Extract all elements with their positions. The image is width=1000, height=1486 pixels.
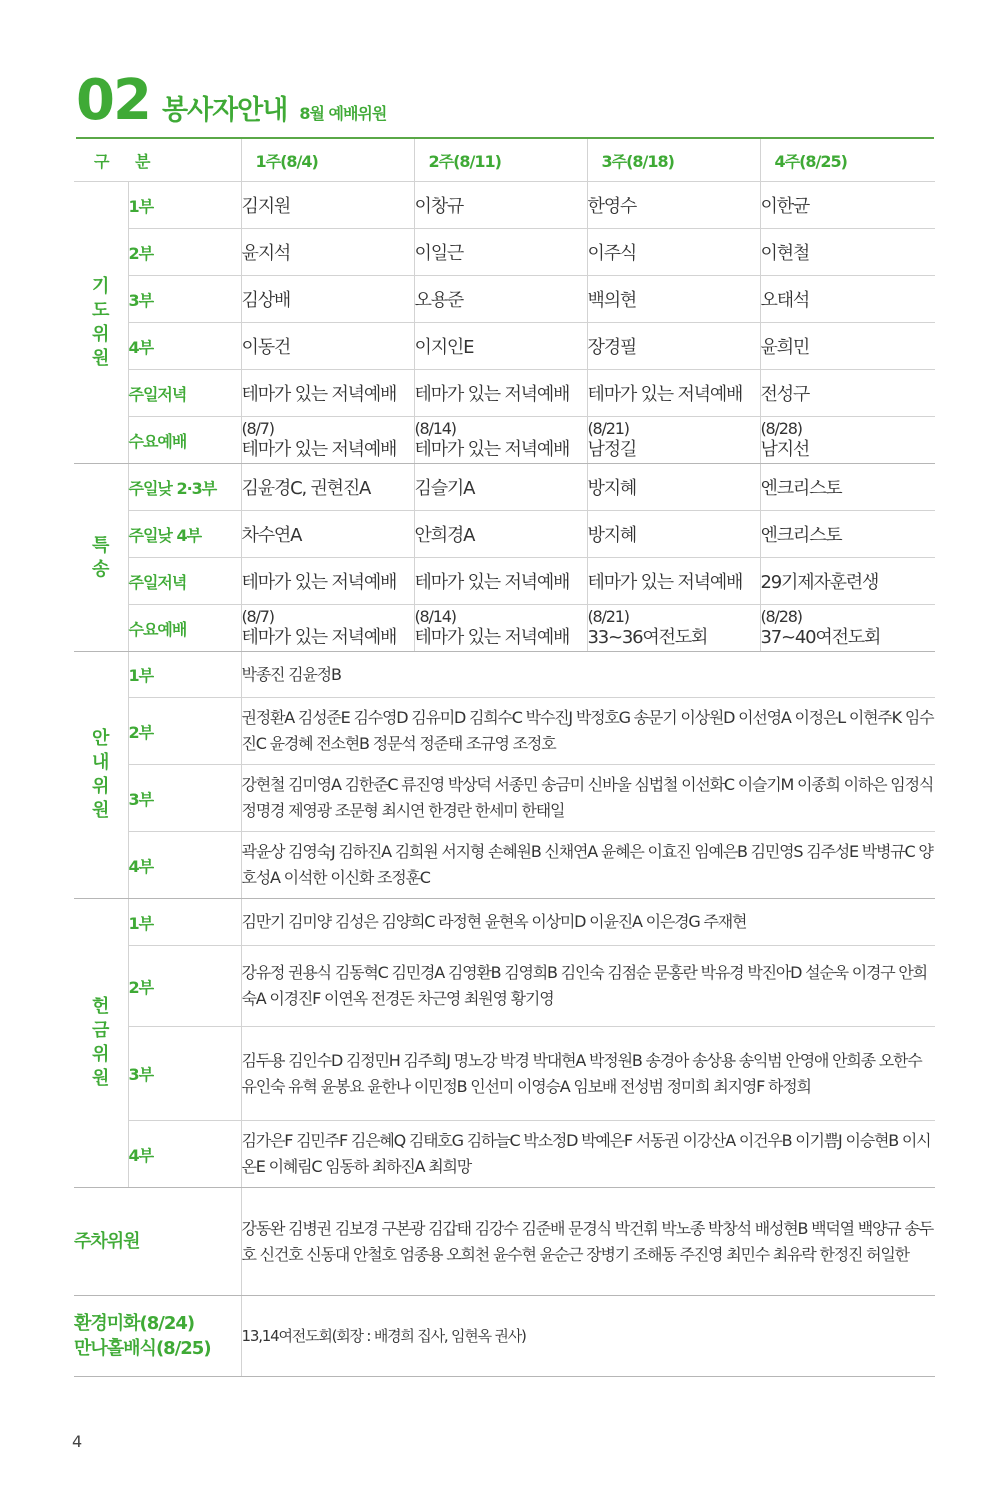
cell-text: 남정길 (587, 439, 637, 460)
table-cell: 방지혜 (587, 511, 760, 558)
names-cell: 김두용 김인수D 김정민H 김주희J 명노강 박경 박대현A 박정원B 송경아 송상용 송익범 안영애 안희종 오한수 유인숙 유혁 윤봉요 윤한나 이민정B 인선미 이영승A 임보배 전성범 정미희 최지영F 하정희 (241, 1027, 935, 1121)
table-row (74, 899, 935, 946)
cell-date: (8/21) (587, 607, 629, 626)
table-row (74, 1027, 935, 1121)
table-cell (414, 417, 587, 464)
table-row (74, 946, 935, 1027)
table-cell: 전성구 (760, 370, 935, 417)
header-category: 구 분 (74, 139, 241, 182)
cell-text: 테마가 있는 저녁예배 (241, 627, 397, 648)
row-label: 1부 (128, 652, 241, 698)
table-cell: 29기제자훈련생 (760, 558, 935, 605)
names-cell: 김만기 김미양 김성은 김양희C 라정현 윤현옥 이상미D 이윤진A 이은경G 주재현 (241, 899, 935, 946)
table-cell: 김윤경C, 권현진A (241, 464, 414, 511)
row-label: 1부 (128, 899, 241, 946)
cell-date: (8/14) (414, 419, 456, 438)
table-cell: 안희경A (414, 511, 587, 558)
cell-text: 테마가 있는 저녁예배 (241, 439, 397, 460)
row-label: 2부 (128, 698, 241, 765)
table-cell: 엔크리스토 (760, 511, 935, 558)
table-row (74, 229, 935, 276)
table-cell (587, 417, 760, 464)
table-cell: 테마가 있는 저녁예배 (587, 558, 760, 605)
table-row (74, 276, 935, 323)
row-label: 4부 (128, 832, 241, 899)
table-cell: 윤희민 (760, 323, 935, 370)
row-label: 4부 (128, 323, 241, 370)
row-label: 4부 (128, 1121, 241, 1188)
names-cell: 박종진 김윤정B (241, 652, 935, 698)
row-label: 3부 (128, 1027, 241, 1121)
table-row (74, 511, 935, 558)
table-cell: 차수연A (241, 511, 414, 558)
environment-label-line1: 환경미화(8/24) (74, 1313, 195, 1334)
table-row (74, 1296, 935, 1377)
table-cell: 테마가 있는 저녁예배 (241, 558, 414, 605)
table-cell: 테마가 있는 저녁예배 (241, 370, 414, 417)
cell-text: 테마가 있는 저녁예배 (414, 627, 570, 648)
names-cell: 곽윤상 김영숙J 김하진A 김희원 서지형 손혜원B 신채연A 윤혜은 이효진 임예은B 김민영S 김주성E 박병규C 양호성A 이석한 이신화 조정훈C (241, 832, 935, 899)
table-cell: 이한균 (760, 182, 935, 229)
table-cell: 오태석 (760, 276, 935, 323)
table-row (74, 1121, 935, 1188)
table-cell: 이지인E (414, 323, 587, 370)
volunteer-schedule-table (74, 139, 935, 1377)
table-cell: 장경필 (587, 323, 760, 370)
cell-text: 37~40여전도회 (760, 627, 881, 648)
table-row (74, 417, 935, 464)
row-label: 3부 (128, 765, 241, 832)
table-cell (587, 605, 760, 652)
row-label: 2부 (128, 229, 241, 276)
table-cell: 김상배 (241, 276, 414, 323)
cell-date: (8/28) (760, 419, 802, 438)
table-cell: 윤지석 (241, 229, 414, 276)
table-cell: 김지원 (241, 182, 414, 229)
row-label: 3부 (128, 276, 241, 323)
page-number: 4 (72, 1432, 83, 1451)
table-cell (241, 417, 414, 464)
table-row (74, 323, 935, 370)
table-cell: 오용준 (414, 276, 587, 323)
page-header (76, 70, 386, 132)
table-cell: 테마가 있는 저녁예배 (414, 370, 587, 417)
cell-text: 테마가 있는 저녁예배 (414, 439, 570, 460)
section-label-prayer: 기도위원 (74, 182, 128, 464)
table-row (74, 370, 935, 417)
table-row (74, 832, 935, 899)
names-cell: 김가은F 김민주F 김은혜Q 김태호G 김하늘C 박소정D 박예은F 서동권 이강산A 이건우B 이기쁨J 이승현B 이시온E 이혜림C 임동하 최하진A 최희망 (241, 1121, 935, 1188)
header-week-4: 4주(8/25) (760, 139, 935, 182)
table-cell: 테마가 있는 저녁예배 (587, 370, 760, 417)
table-cell (241, 605, 414, 652)
section-label-guide: 안내위원 (74, 652, 128, 899)
section-label-offering: 헌금위원 (74, 899, 128, 1188)
row-label: 수요예배 (128, 605, 241, 652)
names-cell: 권정환A 김성준E 김수영D 김유미D 김희수C 박수진J 박정호G 송문기 이상원D 이선영A 이정은L 이현주K 임수진C 윤경혜 전소현B 정문석 정준태 조규영 조정호 (241, 698, 935, 765)
cell-date: (8/7) (241, 419, 274, 438)
table-cell (414, 605, 587, 652)
section-title: 봉사자안내 (161, 95, 288, 126)
cell-date: (8/28) (760, 607, 802, 626)
section-label-parking: 주차위원 (74, 1188, 241, 1296)
section-label-special: 특송 (74, 464, 128, 652)
table-cell: 한영수 (587, 182, 760, 229)
table-cell: 엔크리스토 (760, 464, 935, 511)
header-week-1: 1주(8/4) (241, 139, 414, 182)
row-label: 2부 (128, 946, 241, 1027)
cell-date: (8/21) (587, 419, 629, 438)
names-cell: 강현철 김미영A 김한준C 류진영 박상덕 서종민 송금미 신바울 심법철 이선화C 이슬기M 이종희 이하은 임정식 정명경 제영광 조문형 최시연 한경란 한세미 한태일 (241, 765, 935, 832)
header-week-2: 2주(8/11) (414, 139, 587, 182)
table-cell: 이주식 (587, 229, 760, 276)
table-cell: 이일근 (414, 229, 587, 276)
table-cell: 이동건 (241, 323, 414, 370)
table-row (74, 464, 935, 511)
names-cell: 강유정 권용식 김동혁C 김민경A 김영환B 김영희B 김인숙 김점순 문홍란 박유경 박진아D 설순욱 이경구 안희숙A 이경진F 이연옥 전경돈 차근영 최원영 황기영 (241, 946, 935, 1027)
names-cell: 강동완 김병권 김보경 구본광 김갑태 김강수 김준배 문경식 박건휘 박노종 박창석 배성현B 백덕열 백양규 송두호 신건호 신동대 안철호 엄종용 오희천 윤수현 윤순근 장병기 조해동 주진영 최민수 최유락 한정진 허일한 (241, 1188, 935, 1296)
table-cell: 김슬기A (414, 464, 587, 511)
table-row (74, 765, 935, 832)
table-cell: 이창규 (414, 182, 587, 229)
table-cell: 방지혜 (587, 464, 760, 511)
cell-date: (8/14) (414, 607, 456, 626)
cell-text: 33~36여전도회 (587, 627, 708, 648)
row-label: 주일낮 4부 (128, 511, 241, 558)
table-row (74, 698, 935, 765)
row-label: 수요예배 (128, 417, 241, 464)
table-cell (760, 417, 935, 464)
table-header-row (74, 139, 935, 182)
header-week-3: 3주(8/18) (587, 139, 760, 182)
row-label: 주일낮 2·3부 (128, 464, 241, 511)
section-subtitle: 8월 예배위원 (299, 104, 387, 123)
table-row (74, 652, 935, 698)
table-row (74, 558, 935, 605)
row-label: 주일저녁 (128, 370, 241, 417)
table-row (74, 182, 935, 229)
table-cell (760, 605, 935, 652)
row-label: 1부 (128, 182, 241, 229)
table-row (74, 1188, 935, 1296)
section-label-environment (74, 1296, 241, 1377)
section-number: 02 (76, 68, 150, 133)
table-row (74, 605, 935, 652)
table-cell: 이현철 (760, 229, 935, 276)
cell-date: (8/7) (241, 607, 274, 626)
table-cell: 백의현 (587, 276, 760, 323)
row-label: 주일저녁 (128, 558, 241, 605)
names-cell: 13,14여전도회(회장 : 배경희 집사, 임현옥 권사) (241, 1296, 935, 1377)
cell-text: 남지선 (760, 439, 810, 460)
table-cell: 테마가 있는 저녁예배 (414, 558, 587, 605)
environment-label-line2: 만나홀배식(8/25) (74, 1338, 211, 1359)
